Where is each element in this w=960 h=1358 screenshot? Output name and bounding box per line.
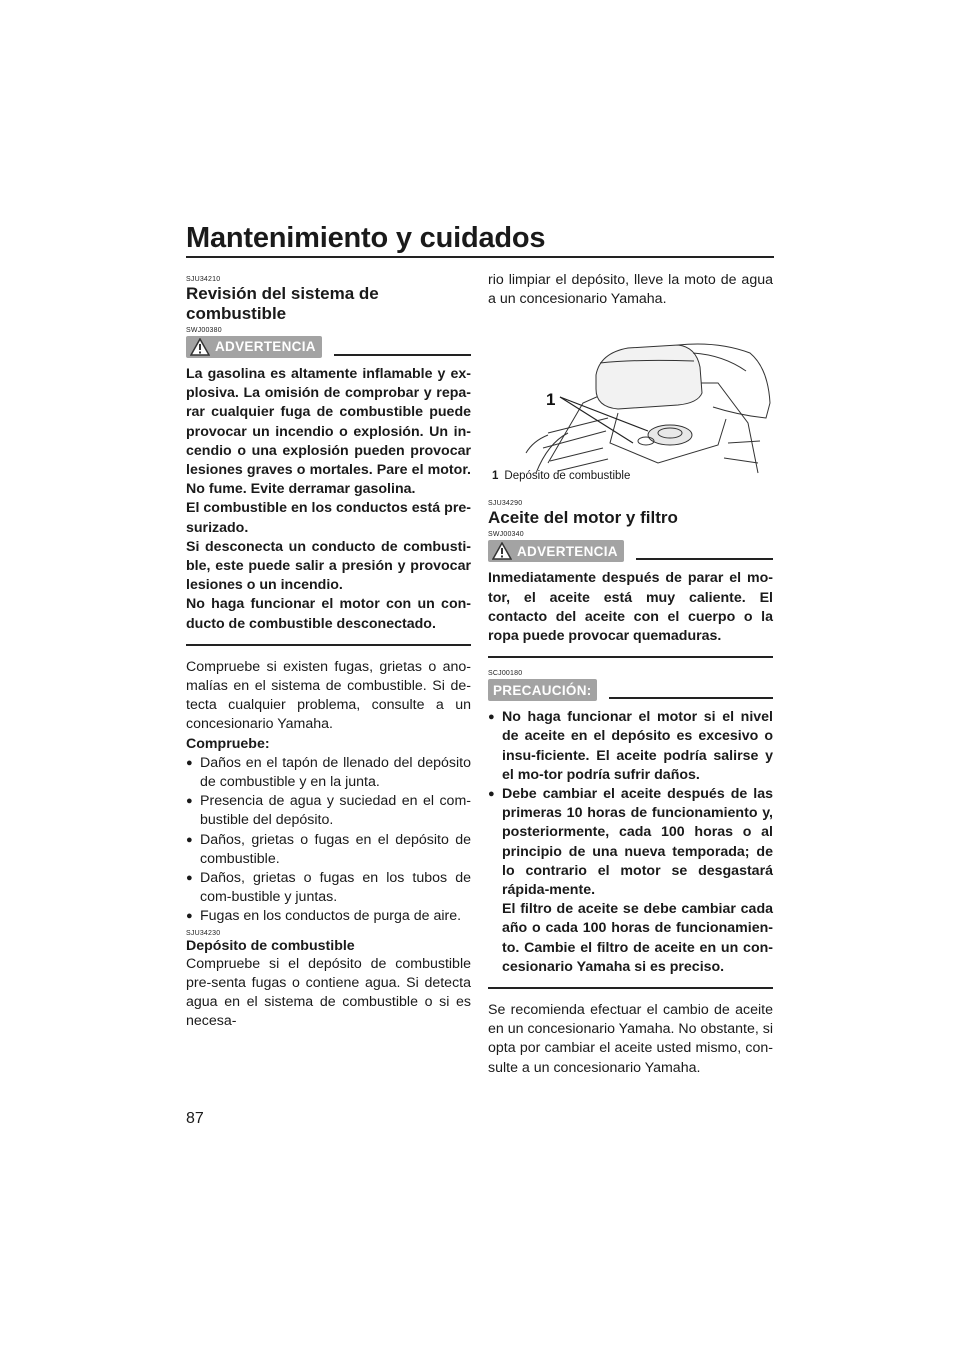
list-item: ● Presencia de agua y suciedad en el com-bustible del depósito.: [186, 792, 471, 830]
body-paragraph-continued: rio limpiar el depósito, lleve la moto de agua a un concesionario Yamaha.: [488, 272, 773, 308]
caution-rule: [609, 697, 773, 699]
caution-badge: PRECAUCIÓN:: [488, 679, 597, 701]
warning-paragraph: No haga funcionar el motor con un con-ducto de combustible desconectado.: [186, 596, 471, 632]
page-number: 87: [186, 1110, 204, 1127]
check-list: [186, 754, 471, 927]
check-label: Compruebe:: [186, 735, 270, 752]
caution-header: [488, 679, 773, 701]
caution-list: [488, 708, 773, 900]
warning-header: [186, 336, 471, 358]
list-item: ● No haga funcionar el motor si el nivel de aceite en el depósito es excesivo o insu-ficiente. El aceite podría salirse y el mo-tor podría sufrir daños.: [488, 708, 773, 785]
warning-paragraph: El combustible en los conductos está pre-surizado.: [186, 500, 471, 536]
caution-body: [488, 708, 773, 977]
warning-rule: [636, 558, 773, 560]
section-code: SJU34290: [488, 500, 523, 508]
list-item: ● Fugas en los conductos de purga de aire.: [186, 907, 471, 926]
warning-badge: [186, 336, 322, 358]
warning-rule: [334, 354, 471, 356]
warning-end-rule: [488, 656, 773, 658]
warning-paragraph: Si desconecta un conducto de combusti-ble, este puede salir a presión y provocar lesiones o un incendio.: [186, 538, 471, 594]
title-rule: [186, 256, 774, 258]
warning-code: SWJ00340: [488, 531, 524, 539]
list-item: ● Daños, grietas o fugas en los tubos de com-bustible y juntas.: [186, 869, 471, 907]
fuel-tank-illustration: [488, 323, 773, 488]
warning-label: ADVERTENCIA: [517, 543, 618, 559]
fuel-tank-figure: [488, 323, 773, 488]
list-item: ● Daños en el tapón de llenado del depósito de combustible y en la junta.: [186, 754, 471, 792]
caption-text: Depósito de combustible: [504, 470, 631, 483]
warning-end-rule: [186, 644, 471, 646]
body-paragraph: Se recomienda efectuar el cambio de aceite en un concesionario Yamaha. No obstante, si opta por cambiar el aceite usted mismo, con-sulte a un concesionario Yamaha.: [488, 1002, 773, 1076]
list-item: ● Daños, grietas o fugas en el depósito de combustible.: [186, 831, 471, 869]
warning-header: [488, 540, 773, 562]
caption-number: 1: [492, 470, 499, 483]
section-code: SJU34230: [186, 929, 221, 937]
list-item: ● Debe cambiar el aceite después de las primeras 10 horas de funcionamiento y, posteriormente, cada 100 horas o al principio de una nueva temporada; de lo contrario el motor se desgastará rápida-mente.: [488, 785, 773, 900]
warning-paragraph: Inmediatamente después de parar el mo-tor, el aceite está muy caliente. El contacto del aceite con el cuerpo o la ropa puede provocar quemaduras.: [488, 570, 773, 645]
left-column: [186, 276, 471, 1032]
warning-paragraph: La gasolina es altamente inflamable y ex-plosiva. La omisión de comprobar y repa-rar cualquier fuga de combustible puede provocar un incendio o explosión. Un in-cendio o una explosión pueden provocar lesiones graves o mortales. Pare el motor. No fume. Evite derramar gasolina.: [186, 366, 471, 498]
section-title-fuel-tank: Depósito de combustible: [186, 937, 355, 954]
warning-body: [186, 365, 471, 634]
section-title-engine-oil: Aceite del motor y filtro: [488, 508, 678, 528]
warning-body: [488, 569, 773, 646]
warning-icon: [190, 338, 210, 356]
body-paragraph: Compruebe si existen fugas, grietas o ano-malías en el sistema de combustible. Si de-tecta cualquier problema, consulte a un concesionario Yamaha.: [186, 658, 471, 733]
body-paragraph: Compruebe si el depósito de combustible pre-senta fugas o contiene agua. Si detecta agua en el sistema de combustible o si es necesa-: [186, 955, 471, 1030]
section-code: SJU34210: [186, 276, 221, 283]
figure-callout-1: 1: [546, 390, 556, 410]
section-title-fuel-system: Revisión del sistema de combustible: [186, 284, 379, 323]
right-column: [488, 271, 773, 1078]
caution-code: SCJ00180: [488, 670, 523, 678]
caution-paragraph: El filtro de aceite se debe cambiar cada año o cada 100 horas de funcionamien-to. Cambie el filtro de aceite en un con-cesionario Yamaha si es preciso.: [502, 901, 773, 975]
figure-caption: [488, 467, 630, 486]
caution-end-rule: [488, 987, 773, 989]
page-title: Mantenimiento y cuidados: [186, 222, 546, 254]
warning-label: ADVERTENCIA: [215, 339, 316, 355]
warning-code: SWJ00380: [186, 327, 222, 334]
warning-badge: [488, 540, 624, 562]
warning-icon: [492, 542, 512, 560]
